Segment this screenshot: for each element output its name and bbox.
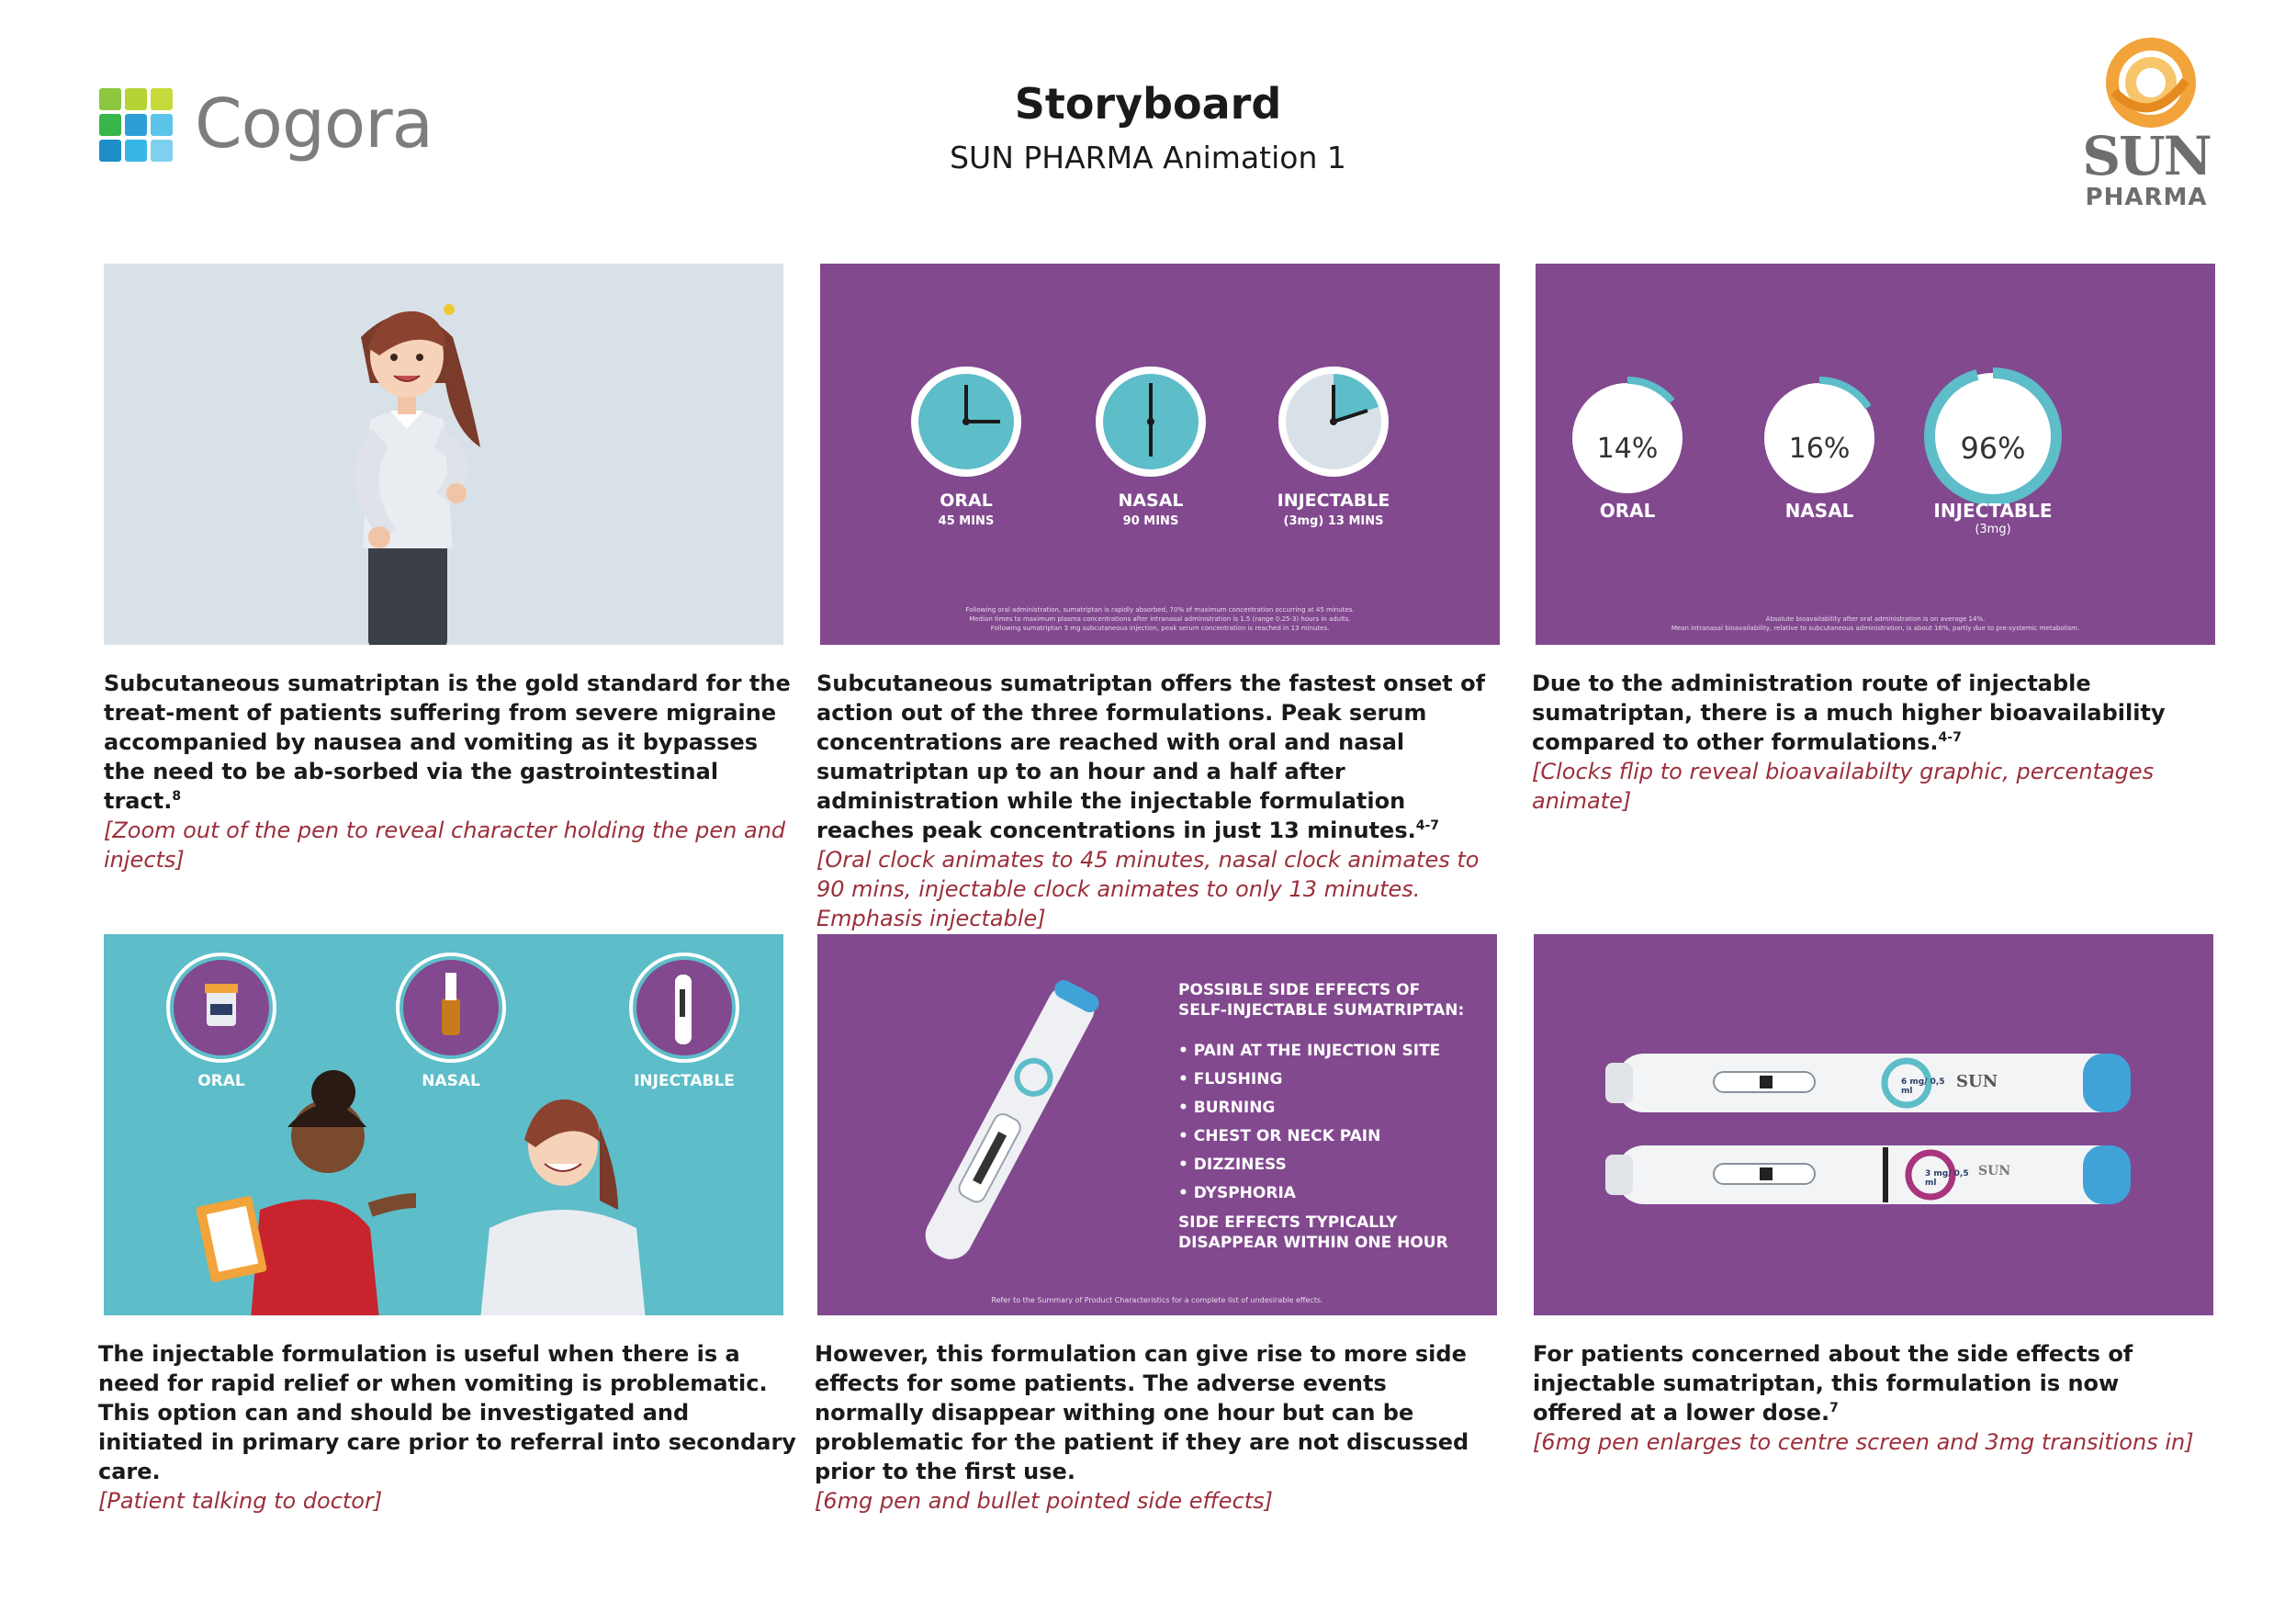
- ring-injectable-sub: (3mg): [1975, 523, 2011, 536]
- panel-2-direction: [Oral clock animates to 45 minutes, nasal clock animates to 90 mins, injectable clock animates to only 13 minutes. Emphasis injectable]: [816, 847, 1480, 931]
- ring-injectable-label: INJECTABLE: [1933, 500, 2053, 522]
- ring-injectable-value: 96%: [1960, 431, 2026, 466]
- panel-6-caption: [1533, 1339, 2212, 1457]
- side-effects-closing: [1178, 1212, 1481, 1253]
- icon-injectable-label: INJECTABLE: [634, 1072, 735, 1090]
- nasal-clock-sub: 90 MINS: [1122, 514, 1179, 528]
- side-effects-heading-line: SELF-INJECTABLE SUMATRIPTAN:: [1178, 1001, 1465, 1020]
- panel-1-text: Subcutaneous sumatriptan is the gold standard for the treat-ment of patients suffering from severe migraine accompanied by nausea and vomiting as it bypasses the need to be ab-sorbed via the gastrointestinal tract.: [104, 671, 791, 814]
- doctor-character-icon: [196, 1070, 416, 1315]
- panel-1-caption: [104, 669, 802, 874]
- panel-2-footnote-line: Median times to maximum plasma concentrations after intranasal administration is 1.5 (range 0.25-3) hours in adults.: [969, 615, 1351, 623]
- side-effects-closing-line: SIDE EFFECTS TYPICALLY: [1178, 1213, 1398, 1232]
- panel-3-text: Due to the administration route of injectable sumatriptan, there is a much higher bioavailability compared to other formulations.: [1532, 671, 2166, 755]
- side-effect-item: • BURNING: [1178, 1099, 1276, 1117]
- panel-2-footnote-line: Following sumatriptan 3 mg subcutaneous injection, peak serum concentration is reached in 13 minutes.: [990, 625, 1330, 632]
- panel-5-text: However, this formulation can give rise to more side effects for some patients. The adverse events normally disappear withing one hour but can be problematic for the patient if they are not discussed prior to the first use.: [815, 1341, 1469, 1484]
- oral-clock-label: ORAL: [940, 491, 993, 511]
- pen-3mg-icon: [1605, 1145, 2131, 1204]
- woman-character-icon: [104, 264, 783, 645]
- pharma-wordmark: PHARMA: [2085, 184, 2208, 211]
- ring-oral-value: 14%: [1596, 433, 1659, 465]
- sun-wordmark: SUN: [2082, 125, 2211, 187]
- side-effects-heading-line: POSSIBLE SIDE EFFECTS OF: [1178, 981, 1421, 999]
- panel-3-footnote: [1554, 615, 2197, 633]
- panel-5-side-effects: [817, 934, 1497, 1315]
- side-effect-item: • DYSPHORIA: [1178, 1184, 1296, 1202]
- panel-2-clocks: [820, 264, 1500, 645]
- patient-character-icon: [480, 1100, 646, 1315]
- sun-pharma-logo: [2077, 37, 2215, 220]
- injectable-clock-label: INJECTABLE: [1277, 491, 1390, 511]
- panel-4-direction: [Patient talking to doctor]: [98, 1488, 383, 1514]
- oral-clock-sub: 45 MINS: [938, 514, 995, 528]
- ring-oral-label: ORAL: [1599, 500, 1656, 522]
- side-effect-item: • DIZZINESS: [1178, 1156, 1287, 1174]
- ring-nasal-value: 16%: [1788, 433, 1851, 465]
- panel-3-bioavailability: [1536, 264, 2215, 645]
- panel-3-direction: [Clocks flip to reveal bioavailabilty graphic, percentages animate]: [1532, 759, 2155, 814]
- panel-1-direction: [Zoom out of the pen to reveal character holding the pen and injects]: [104, 818, 786, 873]
- panel-2-ref: 4-7: [1415, 818, 1440, 833]
- panel-3-ref: 4-7: [1938, 730, 1962, 745]
- panel-1-scene: [104, 264, 783, 645]
- page-subtitle: SUN PHARMA Animation 1: [950, 140, 1346, 175]
- oral-clock-icon: [911, 367, 1021, 477]
- side-effect-item: • PAIN AT THE INJECTION SITE: [1178, 1042, 1441, 1060]
- nasal-clock-icon: [1096, 367, 1206, 477]
- side-effects-heading: [1178, 980, 1481, 1021]
- icon-nasal-label: NASAL: [422, 1072, 480, 1090]
- panel-4-text: The injectable formulation is useful when there is a need for rapid relief or when vomiting is problematic. This option can and should be investigated and initiated in primary care prior to referral into secondary care.: [98, 1341, 796, 1484]
- panel-2-footnote-line: Following oral administration, sumatriptan is rapidly absorbed, 70% of maximum concentration occurring at 45 minutes.: [965, 606, 1355, 614]
- nasal-spray-icon: [398, 954, 504, 1061]
- icon-oral-label: ORAL: [197, 1072, 245, 1090]
- injectable-clock-icon: [1278, 367, 1389, 477]
- page-title: Storyboard: [1014, 79, 1282, 129]
- panel-6-ref: 7: [1829, 1401, 1839, 1415]
- pen-6mg-dose: 6 mg/ 0,5 ml: [1901, 1077, 1945, 1096]
- side-effects-list: [1178, 1037, 1481, 1208]
- side-effects-closing-line: DISAPPEAR WITHIN ONE HOUR: [1178, 1234, 1448, 1252]
- pen-6mg-brand: SUN: [1956, 1072, 1998, 1091]
- injectable-clock-sub: (3mg) 13 MINS: [1283, 514, 1384, 528]
- pen-injector-icon: [872, 934, 1148, 1315]
- panel-5-direction: [6mg pen and bullet pointed side effects]: [815, 1488, 1274, 1514]
- pen-injector-icon: [631, 954, 737, 1061]
- pen-3mg-brand: SUN: [1978, 1164, 2011, 1179]
- sun-swirl-icon: [2077, 37, 2215, 129]
- ring-nasal-label: NASAL: [1784, 500, 1854, 522]
- cogora-wordmark: Cogora: [195, 85, 433, 164]
- panel-1-ref: 8: [172, 789, 182, 804]
- panel-3-footnote-line: Mean intranasal bioavailability, relative to subcutaneous administration, is about 16%, partly due to pre-systemic metabolism.: [1671, 625, 2080, 632]
- panel-6-direction: [6mg pen enlarges to centre screen and 3mg transitions in]: [1533, 1429, 2194, 1455]
- nasal-clock-label: NASAL: [1118, 491, 1184, 511]
- panel-3-caption: [1532, 669, 2212, 816]
- panel-6-pens: [1534, 934, 2213, 1315]
- pen-3mg-dose: 3 mg/ 0,5 ml: [1925, 1169, 1969, 1188]
- panel-6-text: For patients concerned about the side effects of injectable sumatriptan, this formulation is now offered at a lower dose.: [1533, 1341, 2133, 1426]
- panel-2-footnote: [838, 605, 1481, 633]
- side-effect-item: • FLUSHING: [1178, 1070, 1283, 1088]
- panel-2-text: Subcutaneous sumatriptan offers the fastest onset of action out of the three formulations. Peak serum concentrations are reached with oral and nasal sumatriptan up to an hour and a half after administration while the injectable formulation reaches peak concentrations in just 13 minutes.: [816, 671, 1486, 843]
- panel-3-footnote-line: Absolute bioavailability after oral administration is on average 14%.: [1765, 615, 1986, 623]
- panel-4-scene: [104, 934, 783, 1315]
- panel-4-caption: [98, 1339, 796, 1516]
- pen-6mg-icon: [1605, 1054, 2131, 1112]
- panel-2-caption: [816, 669, 1496, 933]
- side-effect-item: • CHEST OR NECK PAIN: [1178, 1127, 1381, 1145]
- panel-5-footnote: Refer to the Summary of Product Characteristics for a complete list of undesirable effects.: [991, 1296, 1323, 1304]
- panel-5-caption: [815, 1339, 1494, 1516]
- pill-bottle-icon: [168, 954, 275, 1061]
